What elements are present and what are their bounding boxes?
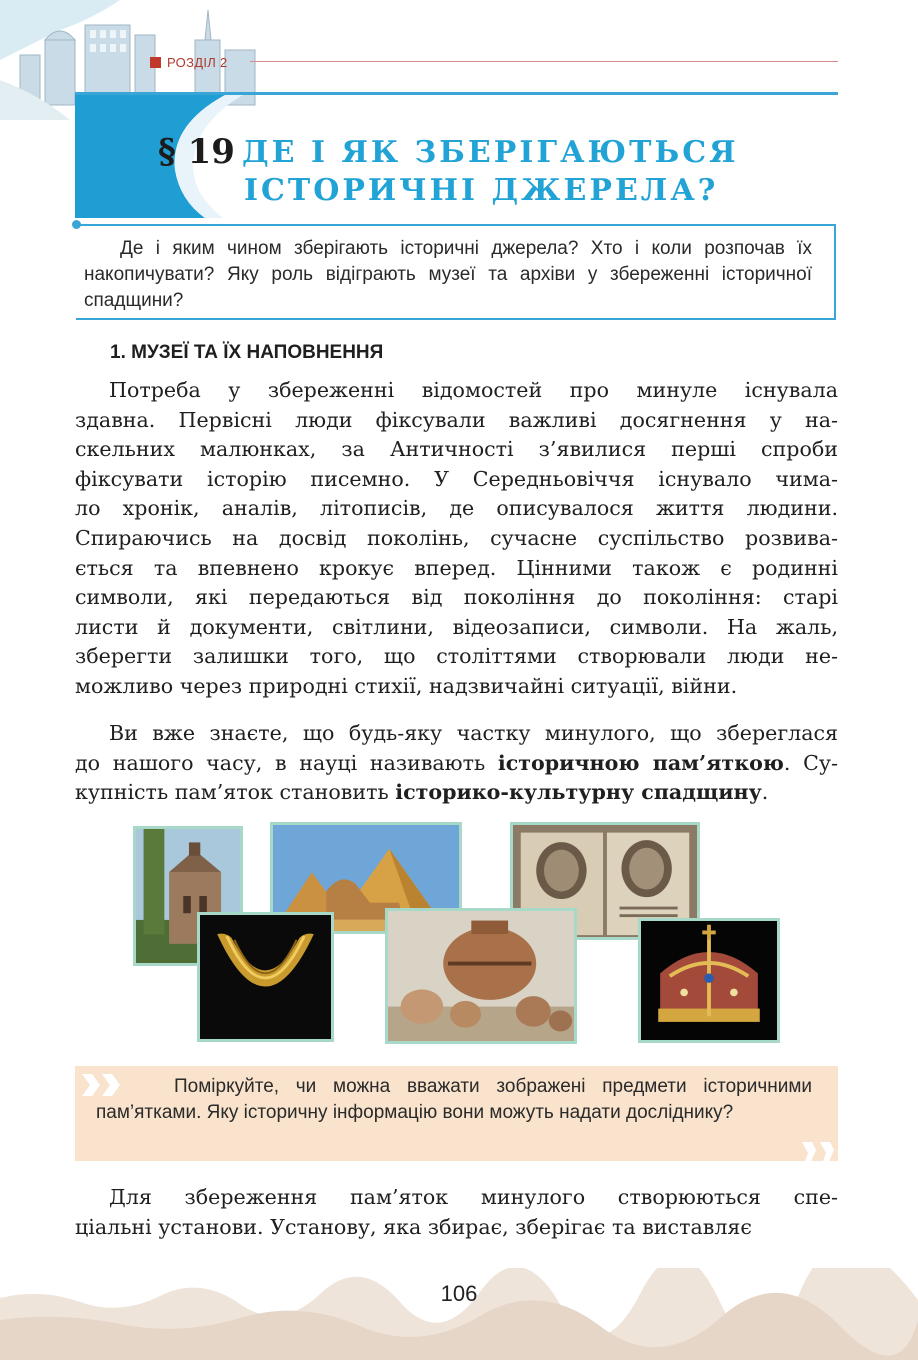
section-heading: 1. МУЗЕЇ ТА ЇХ НАПОВНЕННЯ — [110, 342, 384, 363]
ancient-pottery-photo — [385, 908, 577, 1044]
paragraph-number: § 19 — [158, 132, 235, 172]
section-tag — [150, 53, 228, 71]
section-square-icon — [150, 57, 161, 68]
intro-box-dot — [72, 220, 81, 229]
text-line: скельних малюнках, за Античності з’явилися перші спроби — [75, 437, 838, 462]
text-line: здавна. Первісні люди фіксували важливі досягнення у на- — [75, 407, 838, 432]
term-historical-monument: історичною пам’яткою — [497, 750, 784, 775]
page-number: 106 — [440, 1281, 478, 1306]
paragraph-2 — [75, 719, 838, 808]
text-span: . Су- — [783, 750, 838, 775]
text-line: Ви вже знаєте, що будь-яку частку минулого, що збереглася — [109, 721, 838, 745]
text-line — [75, 749, 838, 779]
term-cultural-heritage: історико-культурну спадщину — [395, 780, 762, 805]
text-line: ється та впевнено крокує вперед. Цінними також є родинні — [75, 555, 838, 580]
text-line: фіксувати історію писемно. У Середньовіччя існувало чима- — [75, 466, 838, 491]
text-span: до нашого часу, в науці називають — [75, 750, 498, 775]
crown-photo — [638, 918, 780, 1043]
text-line: зберегти залишки того, що століттями створювали люди не- — [75, 644, 838, 669]
header-rule — [250, 61, 838, 62]
paragraph-3 — [75, 1183, 838, 1242]
section-label: РОЗДІЛ 2 — [167, 54, 228, 70]
text-line: листи й документи, світлини, відеозаписи, символи. На жаль, — [75, 614, 838, 639]
intro-questions-text: Де і яким чином зберігають історичні джерела? Хто і коли розпочав їх накопичувати? Яку роль відіграють музеї та архіви у збереженні історичної спадщини? — [84, 238, 812, 311]
text-line: ло хронік, аналів, літописів, де описувалося життя людини. — [75, 496, 838, 521]
text-line: Потреба у збереженні відомостей про минуле існувала — [109, 378, 838, 402]
text-line: символи, які передаються від покоління до покоління: старі — [75, 585, 838, 610]
text-span: купність пам’яток становить — [75, 780, 396, 805]
quote-close-icon — [800, 1140, 840, 1166]
reflection-text: Поміркуйте, чи можна вважати зображені предмети історичними пам’ятками. Яку історичну інформацію вони можуть надати досліднику? — [96, 1076, 812, 1123]
text-line: Спираючись на досвід поколінь, сучасне суспільство розвива- — [75, 525, 838, 550]
text-span: . — [761, 780, 769, 805]
text-line: Для збереження пам’яток минулого створюються спе- — [109, 1185, 838, 1209]
text-line: ціальні установи. Установу, яка збирає, зберігає та виставляє — [75, 1214, 752, 1239]
paragraph-1 — [75, 376, 838, 702]
gold-pectoral-photo — [197, 912, 334, 1042]
text-line — [75, 778, 838, 808]
text-line: можливо через природні стихії, надзвичайні ситуації, війни. — [75, 673, 738, 698]
page-title-line2: ІСТОРИЧНІ ДЖЕРЕЛА? — [244, 173, 719, 208]
page-title-line1: ДЕ І ЯК ЗБЕРІГАЮТЬСЯ — [242, 135, 739, 170]
